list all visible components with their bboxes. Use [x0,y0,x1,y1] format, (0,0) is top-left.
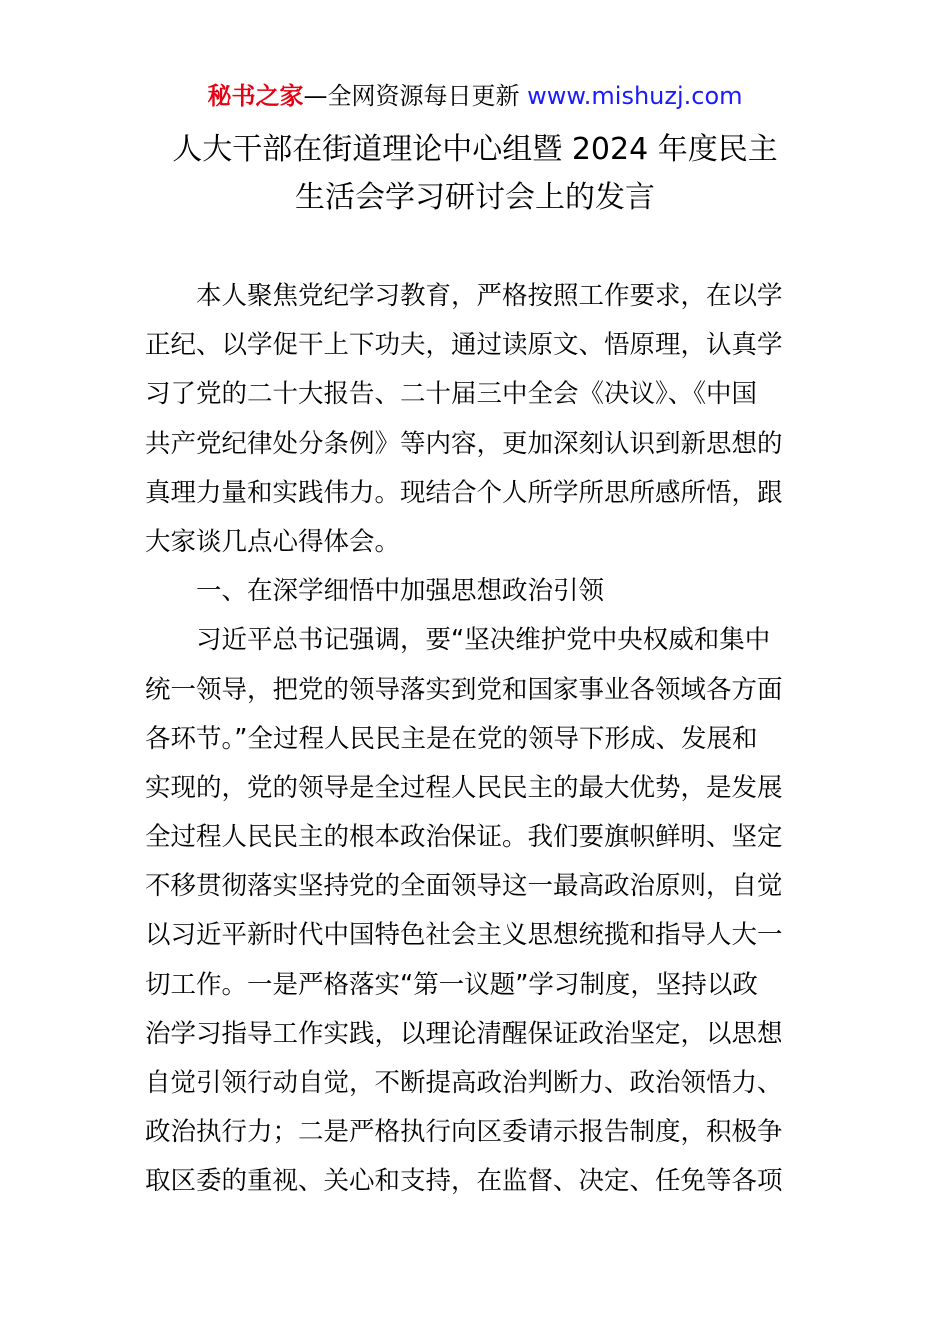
site-header [0,80,950,112]
paragraph-line: 取区委的重视、关心和支持，在监督、决定、任免等各项 [145,1166,783,1197]
paragraph-line: 全过程人民民主的根本政治保证。我们要旗帜鲜明、坚定 [145,822,783,853]
title-line-1: 人大干部在街道理论中心组暨 2024 年度民主 [172,132,778,167]
paragraph-line: 真理力量和实践伟力。现结合个人所学所思所感所悟，跟 [145,477,783,508]
paragraph-line: 不移贯彻落实坚持党的全面领导这一最高政治原则，自觉 [145,871,783,902]
site-brand: 秘书之家 [207,82,304,110]
paragraph-line: 统一领导，把党的领导落实到党和国家事业各领域各方面 [145,674,783,705]
paragraph-line: 正纪、以学促干上下功夫，通过读原文、悟原理，认真学 [145,330,783,361]
site-tagline: —全网资源每日更新 [303,82,528,110]
paragraph-line: 治学习指导工作实践，以理论清醒保证政治坚定，以思想 [145,1018,783,1049]
paragraph-line: 政治执行力；二是严格执行向区委请示报告制度，积极争 [145,1117,783,1148]
paragraph-line: 习近平总书记强调，要“坚决维护党中央权威和集中 [196,625,771,656]
paragraph-line: 大家谈几点心得体会。 [145,526,401,557]
site-url-link[interactable]: www.mishuzj.com [527,82,743,110]
section-heading: 一、在深学细悟中加强思想政治引领 [196,576,605,607]
paragraph-line: 本人聚焦党纪学习教育，严格按照工作要求，在以学 [196,281,783,311]
paragraph-line: 以习近平新时代中国特色社会主义思想统揽和指导人大一 [145,920,783,951]
paragraph-line: 自觉引领行动自觉，不断提高政治判断力、政治领悟力、 [145,1068,783,1098]
paragraph-line: 实现的，党的领导是全过程人民民主的最大优势，是发展 [145,772,783,803]
title-line-2: 生活会学习研讨会上的发言 [295,180,655,215]
paragraph-line: 各环节。”全过程人民民主是在党的领导下形成、发展和 [145,723,758,754]
document-body [145,272,807,1207]
document-title [0,126,950,222]
paragraph-line: 习了党的二十大报告、二十届三中全会《决议》、《中国 [145,379,758,410]
paragraph-line: 切工作。一是严格落实“第一议题”学习制度，坚持以政 [145,969,758,1000]
paragraph-line: 共产党纪律处分条例》等内容，更加深刻认识到新思想的 [145,428,783,459]
